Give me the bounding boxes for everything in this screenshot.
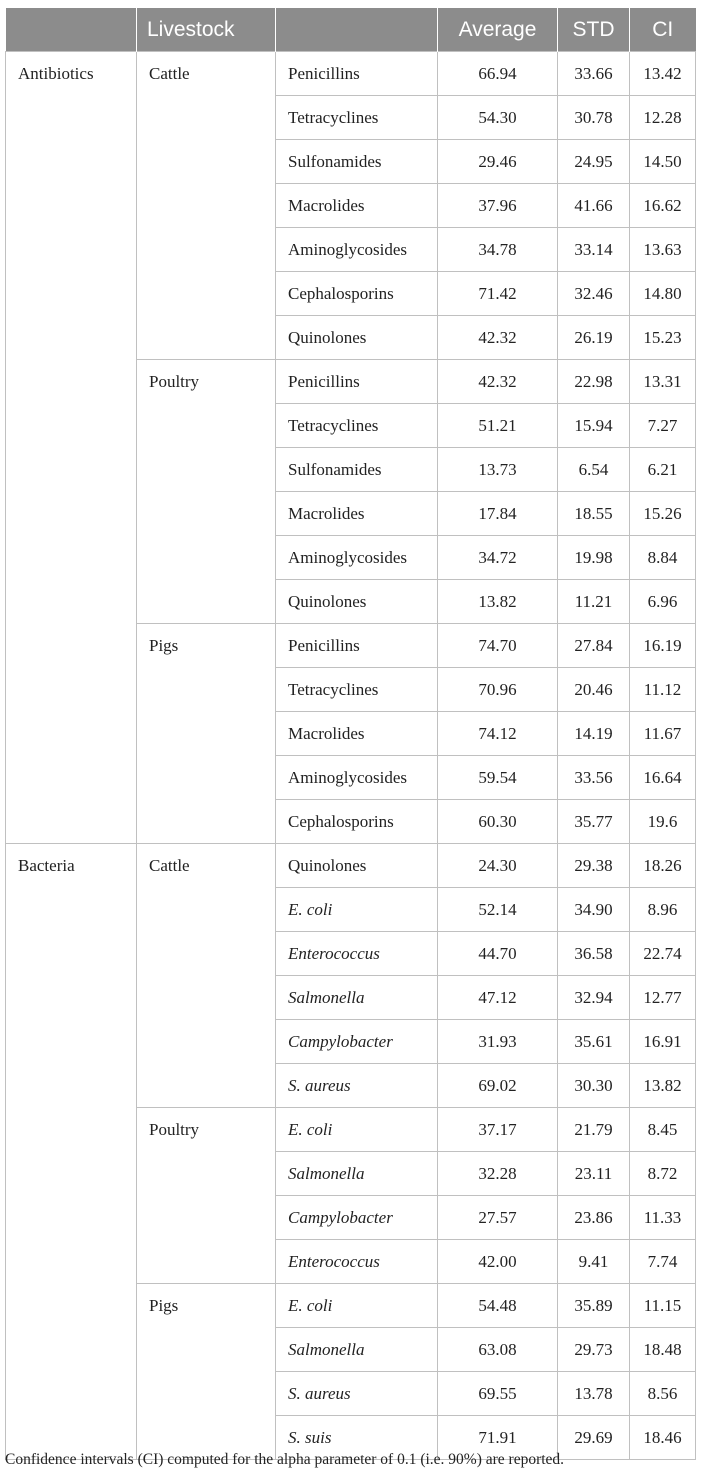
std-cell: 35.89: [558, 1284, 630, 1328]
average-cell: 47.12: [438, 976, 558, 1020]
item-label-cell: Quinolones: [276, 844, 438, 888]
livestock-cell: Poultry: [137, 1108, 276, 1284]
ci-cell: 11.12: [630, 668, 696, 712]
std-cell: 23.86: [558, 1196, 630, 1240]
average-cell: 69.55: [438, 1372, 558, 1416]
average-cell: 71.42: [438, 272, 558, 316]
average-cell: 29.46: [438, 140, 558, 184]
average-cell: 52.14: [438, 888, 558, 932]
table-body: [6, 52, 696, 1460]
item-label-cell: Cephalosporins: [276, 800, 438, 844]
std-cell: 29.73: [558, 1328, 630, 1372]
item-label-cell: Penicillins: [276, 624, 438, 668]
std-cell: 22.98: [558, 360, 630, 404]
average-cell: 34.78: [438, 228, 558, 272]
std-cell: 32.94: [558, 976, 630, 1020]
average-cell: 24.30: [438, 844, 558, 888]
livestock-cell: Cattle: [137, 52, 276, 360]
item-label-cell: Aminoglycosides: [276, 536, 438, 580]
item-label-cell: Penicillins: [276, 52, 438, 96]
livestock-cell: Pigs: [137, 1284, 276, 1460]
item-label-cell: Macrolides: [276, 712, 438, 756]
average-cell: 74.70: [438, 624, 558, 668]
ci-cell: 18.48: [630, 1328, 696, 1372]
average-cell: 37.96: [438, 184, 558, 228]
average-cell: 32.28: [438, 1152, 558, 1196]
std-cell: 33.56: [558, 756, 630, 800]
item-label-cell: Macrolides: [276, 184, 438, 228]
average-cell: 34.72: [438, 536, 558, 580]
table-header: [6, 8, 696, 52]
average-cell: 59.54: [438, 756, 558, 800]
item-label-cell: E. coli: [276, 1108, 438, 1152]
ci-cell: 14.80: [630, 272, 696, 316]
ci-cell: 6.96: [630, 580, 696, 624]
table-row: [6, 844, 696, 888]
item-label-cell: S. suis: [276, 1416, 438, 1460]
header-average: Average: [438, 8, 558, 52]
item-label-cell: Salmonella: [276, 1328, 438, 1372]
std-cell: 29.38: [558, 844, 630, 888]
item-label-cell: Sulfonamides: [276, 448, 438, 492]
average-cell: 69.02: [438, 1064, 558, 1108]
ci-cell: 16.62: [630, 184, 696, 228]
item-label-cell: Quinolones: [276, 580, 438, 624]
average-cell: 44.70: [438, 932, 558, 976]
ci-cell: 8.84: [630, 536, 696, 580]
item-label-cell: E. coli: [276, 888, 438, 932]
ci-cell: 8.56: [630, 1372, 696, 1416]
header-category: [6, 8, 137, 52]
item-label-cell: Aminoglycosides: [276, 756, 438, 800]
average-cell: 17.84: [438, 492, 558, 536]
ci-cell: 13.42: [630, 52, 696, 96]
std-cell: 35.77: [558, 800, 630, 844]
average-cell: 37.17: [438, 1108, 558, 1152]
ci-cell: 6.21: [630, 448, 696, 492]
ci-cell: 13.82: [630, 1064, 696, 1108]
std-cell: 30.78: [558, 96, 630, 140]
std-cell: 19.98: [558, 536, 630, 580]
average-cell: 42.32: [438, 360, 558, 404]
std-cell: 23.11: [558, 1152, 630, 1196]
item-label-cell: Sulfonamides: [276, 140, 438, 184]
ci-cell: 8.96: [630, 888, 696, 932]
table-footnote: Confidence intervals (CI) computed for the alpha parameter of 0.1 (i.e. 90%) are reported.: [5, 1451, 565, 1468]
item-label-cell: Enterococcus: [276, 932, 438, 976]
average-cell: 27.57: [438, 1196, 558, 1240]
item-label-cell: Campylobacter: [276, 1020, 438, 1064]
item-label-cell: Penicillins: [276, 360, 438, 404]
header-row: [6, 8, 696, 52]
ci-cell: 13.63: [630, 228, 696, 272]
average-cell: 13.73: [438, 448, 558, 492]
table-row: [6, 52, 696, 96]
std-cell: 29.69: [558, 1416, 630, 1460]
std-cell: 32.46: [558, 272, 630, 316]
std-cell: 33.66: [558, 52, 630, 96]
item-label-cell: E. coli: [276, 1284, 438, 1328]
average-cell: 70.96: [438, 668, 558, 712]
header-item: [276, 8, 438, 52]
average-cell: 66.94: [438, 52, 558, 96]
category-cell: Bacteria: [6, 844, 137, 1460]
item-label-cell: Tetracyclines: [276, 404, 438, 448]
std-cell: 15.94: [558, 404, 630, 448]
item-label-cell: Tetracyclines: [276, 668, 438, 712]
average-cell: 63.08: [438, 1328, 558, 1372]
average-cell: 71.91: [438, 1416, 558, 1460]
ci-cell: 8.45: [630, 1108, 696, 1152]
ci-cell: 8.72: [630, 1152, 696, 1196]
ci-cell: 7.27: [630, 404, 696, 448]
std-cell: 9.41: [558, 1240, 630, 1284]
std-cell: 21.79: [558, 1108, 630, 1152]
std-cell: 18.55: [558, 492, 630, 536]
average-cell: 31.93: [438, 1020, 558, 1064]
average-cell: 74.12: [438, 712, 558, 756]
std-cell: 30.30: [558, 1064, 630, 1108]
item-label-cell: Aminoglycosides: [276, 228, 438, 272]
ci-cell: 15.23: [630, 316, 696, 360]
ci-cell: 13.31: [630, 360, 696, 404]
average-cell: 54.48: [438, 1284, 558, 1328]
item-label-cell: Salmonella: [276, 976, 438, 1020]
average-cell: 13.82: [438, 580, 558, 624]
ci-cell: 16.64: [630, 756, 696, 800]
ci-cell: 14.50: [630, 140, 696, 184]
average-cell: 42.00: [438, 1240, 558, 1284]
header-std: STD: [558, 8, 630, 52]
item-label-cell: S. aureus: [276, 1064, 438, 1108]
ci-cell: 16.91: [630, 1020, 696, 1064]
item-label-cell: Cephalosporins: [276, 272, 438, 316]
std-cell: 6.54: [558, 448, 630, 492]
ci-cell: 12.28: [630, 96, 696, 140]
ci-cell: 12.77: [630, 976, 696, 1020]
ci-cell: 11.33: [630, 1196, 696, 1240]
std-cell: 27.84: [558, 624, 630, 668]
item-label-cell: S. aureus: [276, 1372, 438, 1416]
std-cell: 14.19: [558, 712, 630, 756]
average-cell: 42.32: [438, 316, 558, 360]
header-livestock: Livestock: [137, 8, 276, 52]
ci-cell: 16.19: [630, 624, 696, 668]
data-table: [5, 8, 696, 1460]
ci-cell: 15.26: [630, 492, 696, 536]
std-cell: 20.46: [558, 668, 630, 712]
item-label-cell: Tetracyclines: [276, 96, 438, 140]
std-cell: 34.90: [558, 888, 630, 932]
ci-cell: 18.46: [630, 1416, 696, 1460]
std-cell: 11.21: [558, 580, 630, 624]
item-label-cell: Salmonella: [276, 1152, 438, 1196]
category-cell: Antibiotics: [6, 52, 137, 844]
std-cell: 26.19: [558, 316, 630, 360]
std-cell: 36.58: [558, 932, 630, 976]
std-cell: 35.61: [558, 1020, 630, 1064]
item-label-cell: Quinolones: [276, 316, 438, 360]
std-cell: 13.78: [558, 1372, 630, 1416]
ci-cell: 22.74: [630, 932, 696, 976]
average-cell: 54.30: [438, 96, 558, 140]
livestock-cell: Cattle: [137, 844, 276, 1108]
item-label-cell: Enterococcus: [276, 1240, 438, 1284]
average-cell: 60.30: [438, 800, 558, 844]
std-cell: 41.66: [558, 184, 630, 228]
ci-cell: 11.67: [630, 712, 696, 756]
ci-cell: 18.26: [630, 844, 696, 888]
ci-cell: 7.74: [630, 1240, 696, 1284]
average-cell: 51.21: [438, 404, 558, 448]
item-label-cell: Campylobacter: [276, 1196, 438, 1240]
item-label-cell: Macrolides: [276, 492, 438, 536]
ci-cell: 11.15: [630, 1284, 696, 1328]
header-ci: CI: [630, 8, 696, 52]
livestock-cell: Poultry: [137, 360, 276, 624]
std-cell: 33.14: [558, 228, 630, 272]
livestock-cell: Pigs: [137, 624, 276, 844]
ci-cell: 19.6: [630, 800, 696, 844]
std-cell: 24.95: [558, 140, 630, 184]
